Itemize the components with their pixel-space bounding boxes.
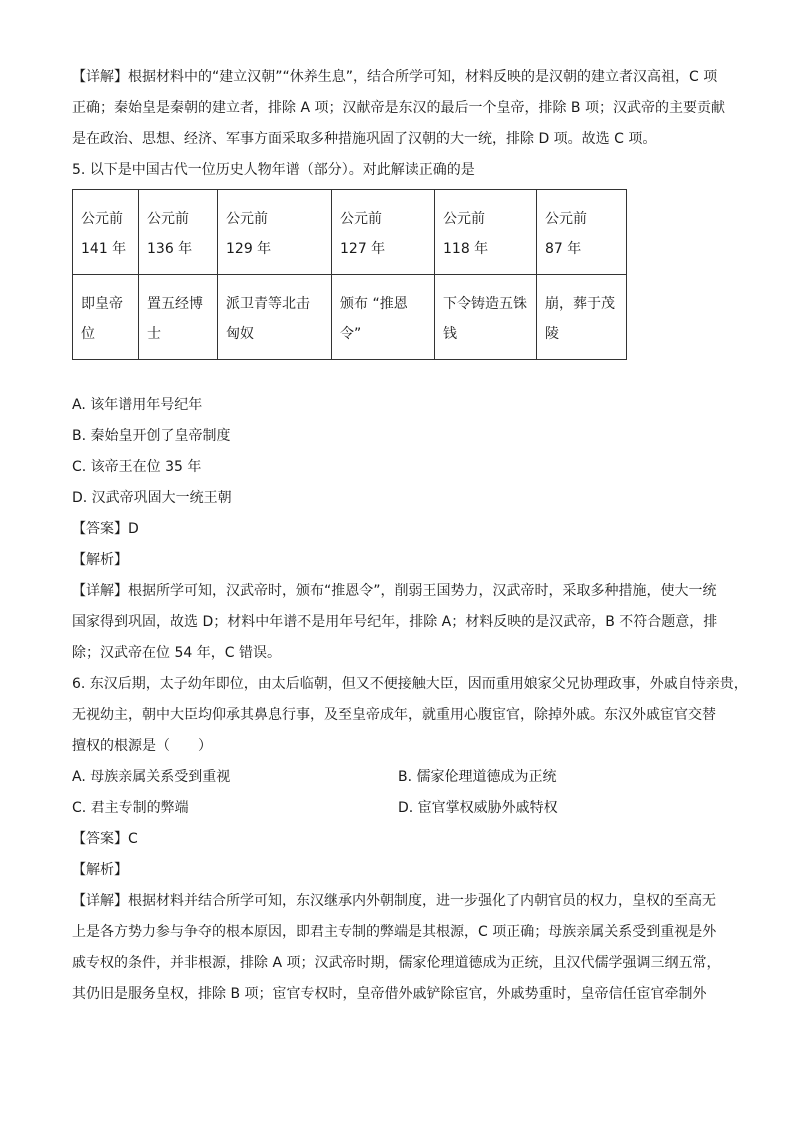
option-d: D. 宦官掌权威胁外戚特权	[398, 800, 558, 816]
table-row	[73, 275, 627, 360]
option-b: B. 儒家伦理道德成为正统	[398, 769, 557, 785]
option-row	[72, 762, 728, 793]
table-cell: 公元前 87 年	[537, 190, 627, 275]
option-row	[72, 793, 728, 824]
q5-stem: 5. 以下是中国古代一位历史人物年谱（部分）。对此解读正确的是	[72, 162, 475, 178]
text-line: 【详解】根据材料并结合所学可知，东汉继承内外朝制度，进一步强化了内朝官员的权力，皇权的至高无	[72, 893, 716, 909]
text-line: 擅权的根源是（ ）	[72, 738, 212, 754]
option-d: D. 汉武帝巩固大一统王朝	[72, 490, 232, 506]
timeline-table	[72, 189, 627, 360]
q6-detail-paragraph	[72, 886, 728, 1010]
q5-detail-paragraph	[72, 576, 728, 669]
table-cell: 公元前 136 年	[139, 190, 218, 275]
table-cell: 下令铸造五铢 钱	[435, 275, 537, 360]
table-cell: 公元前 127 年	[332, 190, 435, 275]
table-cell: 公元前 118 年	[435, 190, 537, 275]
option-c: C. 君主专制的弊端	[72, 800, 189, 816]
text-line: 【详解】根据所学可知，汉武帝时，颁布“推恩令”，削弱王国势力，汉武帝时，采取多种措施，使大一统	[72, 583, 717, 599]
text-line: 除；汉武帝在位 54 年，C 错误。	[72, 645, 281, 661]
table-cell: 公元前 129 年	[218, 190, 332, 275]
text-line: 国家得到巩固，故选 D；材料中年谱不是用年号纪年，排除 A；材料反映的是汉武帝，B 不符合题意，排	[72, 614, 718, 630]
text-line: 戚专权的条件，并非根源，排除 A 项；汉武帝时期，儒家伦理道德成为正统，且汉代儒学强调三纲五常，	[72, 955, 721, 971]
q5-answer: 【答案】D	[72, 521, 139, 537]
q6-stem	[72, 669, 748, 762]
table-cell: 置五经博 士	[139, 275, 218, 360]
q4-detail-paragraph	[72, 62, 728, 155]
text-line: 其仍旧是服务皇权，排除 B 项；宦官专权时，皇帝借外戚铲除宦官，外戚势重时，皇帝信任宦官牵制外	[72, 986, 707, 1002]
text-line: 无视幼主，朝中大臣均仰承其鼻息行事，及至皇帝成年，就重用心腹宦官，除掉外戚。东汉外戚宦官交替	[72, 707, 716, 723]
table-cell: 崩，葬于茂 陵	[537, 275, 627, 360]
q5-analysis-label: 【解析】	[72, 552, 128, 568]
option-a: A. 母族亲属关系受到重视	[72, 769, 231, 785]
option-c: C. 该帝王在位 35 年	[72, 459, 202, 475]
table-cell: 即皇帝 位	[73, 275, 139, 360]
text-line: 上是各方势力参与争夺的根本原因，即君主专制的弊端是其根源，C 项正确；母族亲属关系受到重视是外	[72, 924, 717, 940]
document-page	[72, 62, 748, 1010]
option-a: A. 该年谱用年号纪年	[72, 397, 203, 413]
q6-analysis-label: 【解析】	[72, 862, 128, 878]
option-b: B. 秦始皇开创了皇帝制度	[72, 428, 231, 444]
table-cell: 颁布 “推恩 令”	[332, 275, 435, 360]
text-line: 是在政治、思想、经济、军事方面采取多种措施巩固了汉朝的大一统，排除 D 项。故选 C 项。	[72, 131, 657, 147]
q6-options	[72, 762, 728, 824]
q6-answer: 【答案】C	[72, 831, 138, 847]
text-line: 6. 东汉后期，太子幼年即位，由太后临朝，但又不便接触大臣，因而重用娘家父兄协理政事，外戚自恃亲贵，	[72, 676, 748, 692]
table-cell: 公元前 141 年	[73, 190, 139, 275]
table-cell: 派卫青等北击 匈奴	[218, 275, 332, 360]
table-row	[73, 190, 627, 275]
q5-options	[72, 390, 728, 514]
text-line: 【详解】根据材料中的“建立汉朝”“休养生息”，结合所学可知，材料反映的是汉朝的建立者汉高祖，C 项	[72, 69, 718, 85]
text-line: 正确；秦始皇是秦朝的建立者，排除 A 项；汉献帝是东汉的最后一个皇帝，排除 B 项；汉武帝的主要贡献	[72, 100, 725, 116]
